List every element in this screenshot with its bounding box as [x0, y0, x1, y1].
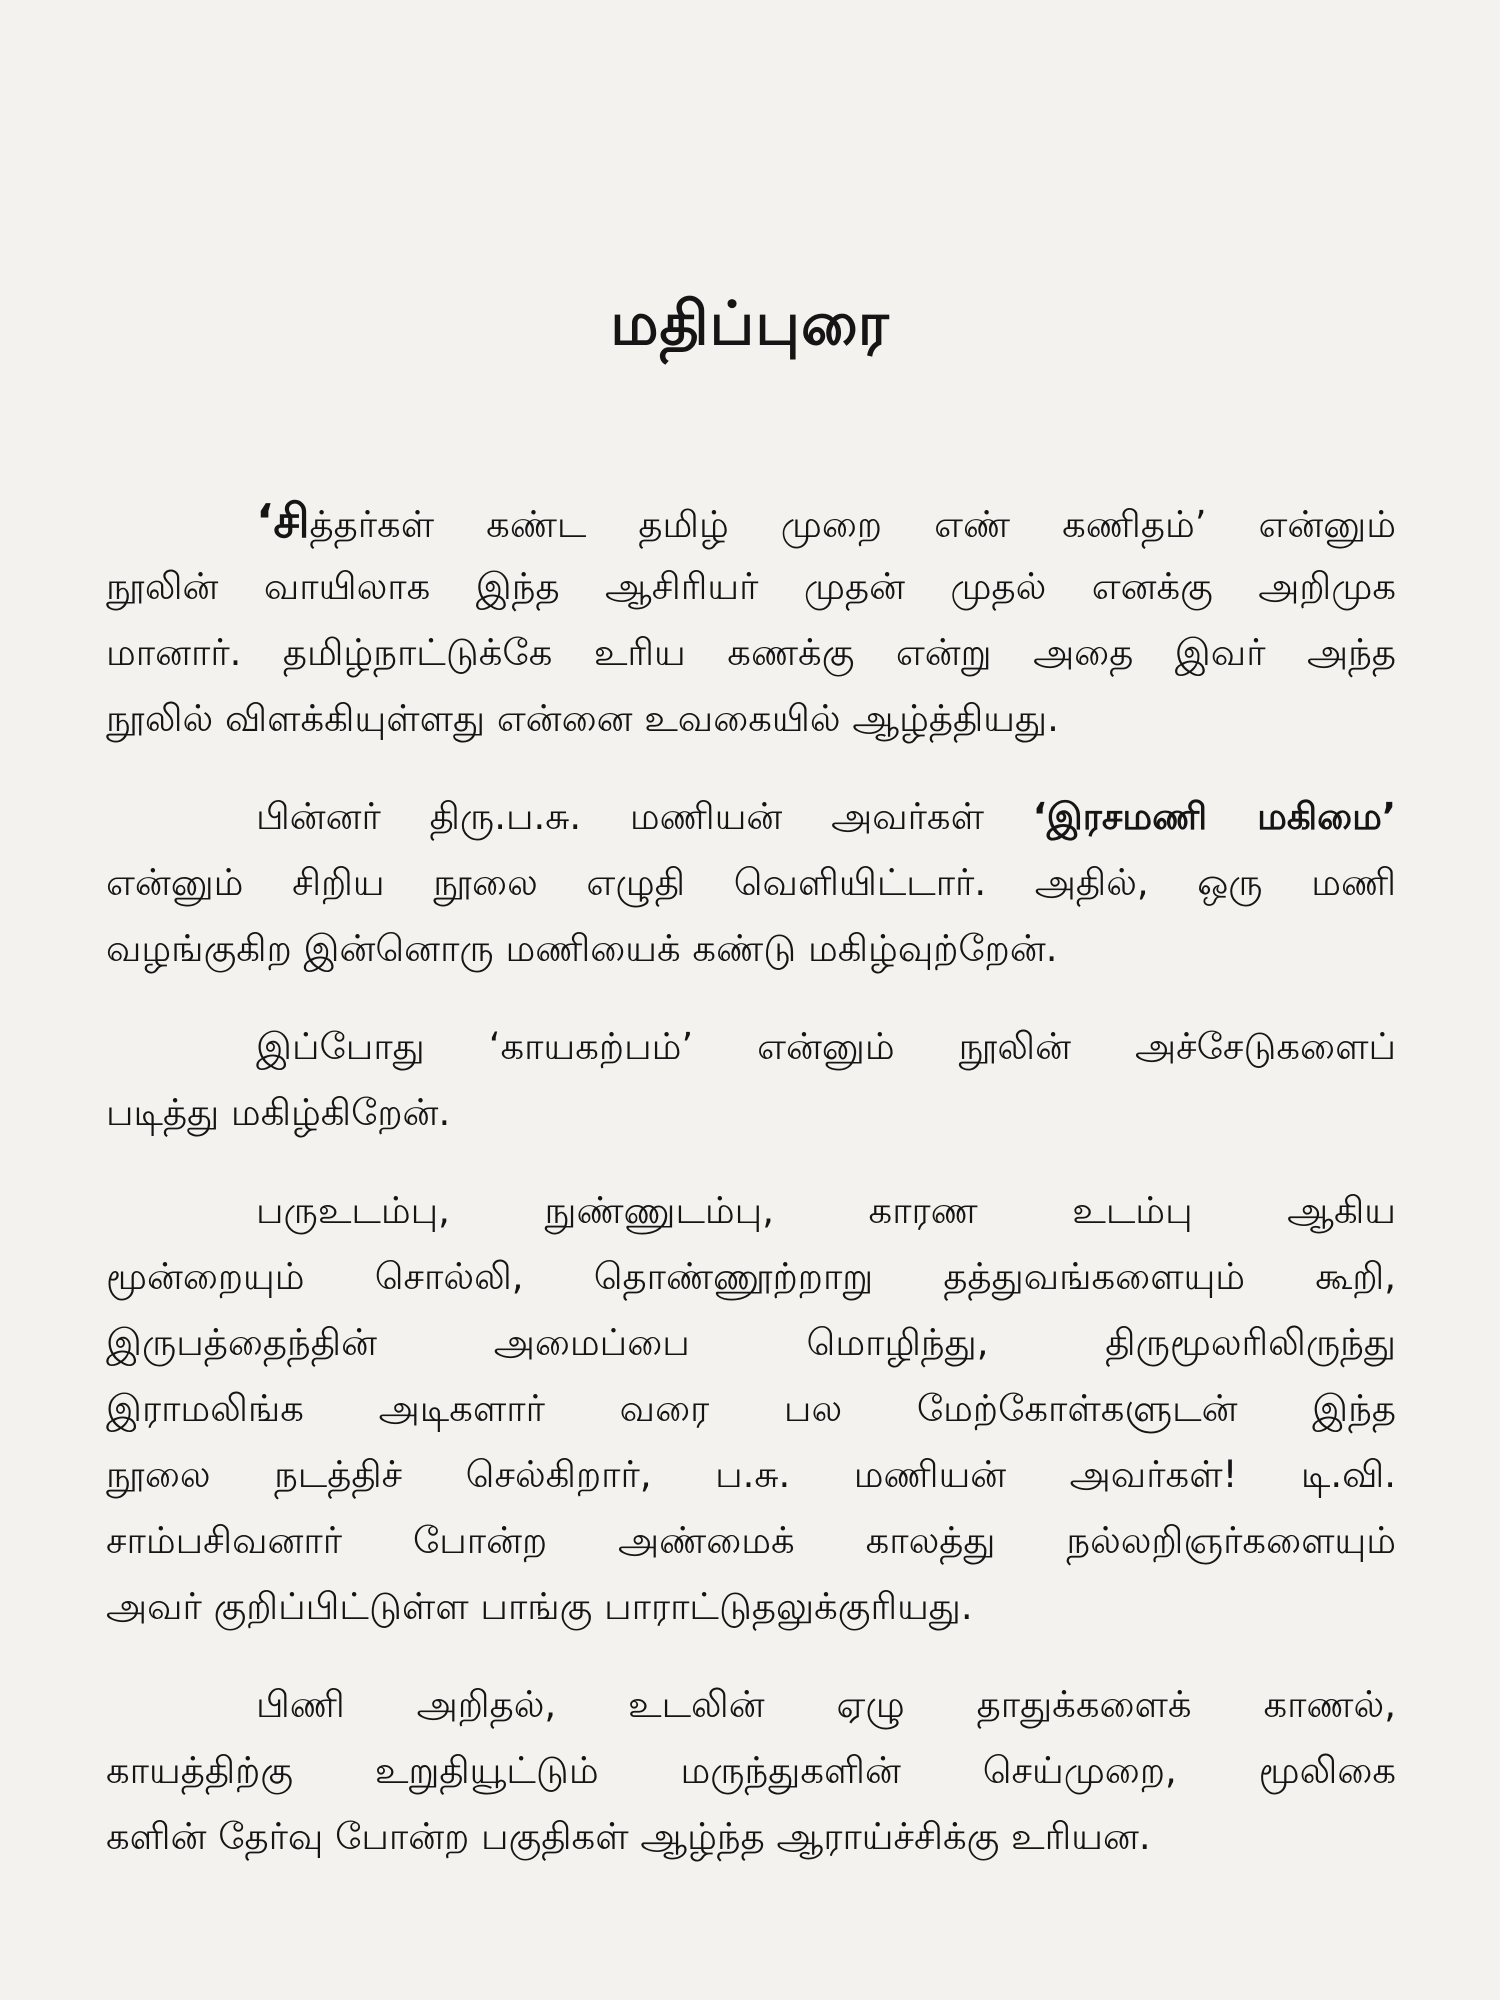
paragraph-line: இப்போது ‘காயகற்பம்’ என்னும் நூலின் அச்சேடுகளைப் — [256, 1025, 1396, 1068]
paragraph-line: பருஉடம்பு, நுண்ணுடம்பு, காரண உடம்பு ஆகிய — [256, 1189, 1396, 1232]
line-text: பின்னர் திரு.ப.சு. மணியன் அவர்கள் — [256, 795, 1033, 838]
paragraph-4 — [106, 1178, 1396, 1640]
paragraph-line: நூலில் விளக்கியுள்ளது என்னை உவகையில் ஆழ்த்தியது. — [106, 697, 1059, 740]
paragraph-line — [106, 784, 1396, 850]
paragraph-line: படித்து மகிழ்கிறேன். — [106, 1091, 451, 1134]
paragraph-line: வழங்குகிற இன்னொரு மணியைக் கண்டு மகிழ்வுற்றேன். — [106, 927, 1058, 970]
paragraph-line: இராமலிங்க அடிகளார் வரை பல மேற்கோள்களுடன் இந்த — [106, 1387, 1396, 1430]
paragraph-5 — [106, 1672, 1396, 1870]
paragraph-line: நூலின் வாயிலாக இந்த ஆசிரியர் முதன் முதல் எனக்கு அறிமுக — [106, 565, 1396, 608]
paragraph-line: காயத்திற்கு உறுதியூட்டும் மருந்துகளின் செய்முறை, மூலிகை — [106, 1749, 1396, 1792]
paragraph-line: களின் தேர்வு போன்ற பகுதிகள் ஆழ்ந்த ஆராய்ச்சிக்கு உரியன. — [106, 1815, 1151, 1858]
line-text: த்தர்கள் கண்ட தமிழ் முறை எண் கணிதம்’ என்னும் — [309, 503, 1396, 546]
page-body — [106, 488, 1396, 1902]
paragraph-line — [106, 488, 1396, 554]
paragraph-line: மூன்றையும் சொல்லி, தொண்ணூற்றாறு தத்துவங்களையும் கூறி, — [106, 1255, 1396, 1298]
page-title: மதிப்புரை — [610, 289, 890, 359]
paragraph-3 — [106, 1014, 1396, 1146]
paragraph-line: அவர் குறிப்பிட்டுள்ள பாங்கு பாராட்டுதலுக்குரியது. — [106, 1585, 973, 1628]
paragraph-line: என்னும் சிறிய நூலை எழுதி வெளியிட்டார். அதில், ஒரு மணி — [106, 861, 1396, 904]
paragraph-line: மானார். தமிழ்நாட்டுக்கே உரிய கணக்கு என்று அதை இவர் அந்த — [106, 631, 1396, 674]
paragraph-line: இருபத்தைந்தின் அமைப்பை மொழிந்து, திருமூலரிலிருந்து — [106, 1321, 1396, 1364]
paragraph-1 — [106, 488, 1396, 752]
paragraph-line: பிணி அறிதல், உடலின் ஏழு தாதுக்களைக் காணல், — [256, 1683, 1396, 1726]
paragraph-line: சாம்பசிவனார் போன்ற அண்மைக் காலத்து நல்லறிஞர்களையும் — [106, 1519, 1396, 1562]
paragraph-line: நூலை நடத்திச் செல்கிறார், ப.சு. மணியன் அவர்கள்! டி.வி. — [106, 1453, 1396, 1496]
book-title-emphasis: ‘இரசமணி மகிமை’ — [1032, 795, 1397, 838]
opening-quote: ‘ — [256, 494, 274, 548]
drop-initial: சி — [273, 494, 310, 548]
paragraph-2 — [106, 784, 1396, 982]
